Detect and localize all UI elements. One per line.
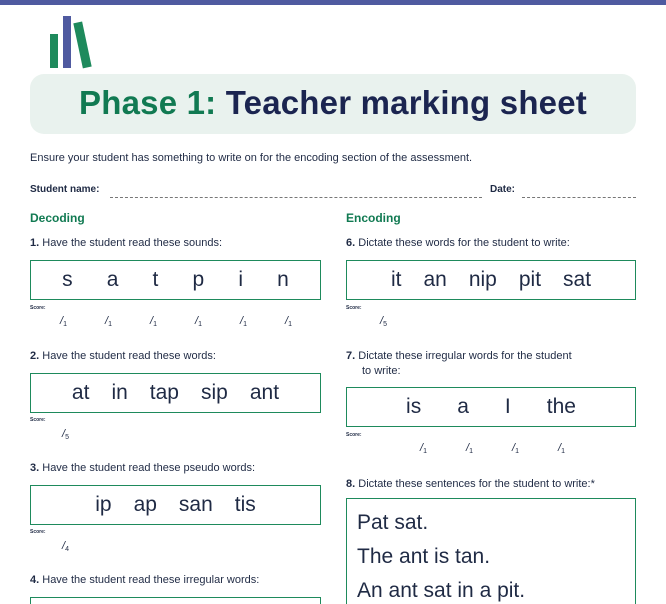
top-accent-bar [0, 0, 666, 5]
word-item: ip [95, 493, 112, 516]
word-item: I [504, 395, 511, 418]
question-4-number: 4. [30, 574, 40, 586]
question-7-text-line2: to write: [362, 365, 401, 377]
word-item: in [111, 381, 128, 404]
student-name-field[interactable] [110, 197, 482, 198]
q7-score-1[interactable]: $/_1$ [420, 442, 427, 455]
question-2-number: 2. [30, 350, 40, 362]
date-label: Date: [490, 184, 516, 195]
question-6 [346, 236, 570, 251]
q3-words [31, 486, 320, 524]
q2-score-label: Score: [30, 417, 46, 423]
word-item: san [178, 493, 213, 516]
question-3 [30, 461, 255, 476]
sentence-item: Pat sat. [357, 511, 429, 534]
word-item: the [546, 395, 576, 418]
q3-score-label: Score: [30, 529, 46, 535]
word-item: sip [201, 381, 228, 404]
question-7-text: Dictate these irregular words for the student [358, 350, 572, 362]
q1-score-2[interactable]: $/_1$ [105, 315, 112, 328]
page-title [30, 84, 636, 122]
q1-score-6[interactable]: $/_1$ [285, 315, 292, 328]
q1-sounds [31, 261, 320, 299]
word-item: it [390, 268, 402, 291]
q2-words-box [30, 373, 321, 413]
question-8-number: 8. [346, 478, 356, 490]
question-6-number: 6. [346, 237, 356, 249]
q1-score-4[interactable]: $/_1$ [195, 315, 202, 328]
word-item: sat [563, 268, 592, 291]
q7-words-box [346, 387, 636, 427]
question-3-number: 3. [30, 462, 40, 474]
word-item: an [423, 268, 447, 291]
date-field[interactable] [522, 197, 636, 198]
word-item: pit [518, 268, 542, 291]
word-item: nip [468, 268, 497, 291]
title-text: Teacher marking sheet [225, 84, 587, 121]
word-item: ap [133, 493, 157, 516]
word-item: tis [234, 493, 256, 516]
question-8-text: Dictate these sentences for the student to write:* [358, 478, 595, 490]
question-1 [30, 236, 222, 251]
word-item: is [406, 395, 422, 418]
sentence-item: The ant is tan. [357, 545, 491, 568]
sound-item: n [277, 268, 289, 291]
sound-item: t [152, 268, 159, 291]
question-1-number: 1. [30, 237, 40, 249]
question-4 [30, 573, 259, 588]
question-7 [346, 349, 572, 379]
q4-words-box [30, 597, 321, 604]
question-3-text: Have the student read these pseudo words: [42, 462, 256, 474]
sound-item: a [106, 268, 119, 291]
sound-item: p [192, 268, 205, 291]
sound-item: i [238, 268, 244, 291]
question-8 [346, 477, 595, 492]
q6-score-label: Score: [346, 305, 362, 311]
q8-sentences-box [346, 498, 636, 604]
decoding-heading: Decoding [30, 211, 85, 225]
word-item: ant [249, 381, 280, 404]
sound-item: s [62, 268, 73, 291]
q7-words [347, 388, 635, 426]
question-4-text: Have the student read these irregular words: [42, 574, 260, 586]
q6-words [347, 261, 635, 299]
intro-text: Ensure your student has something to write on for the encoding section of the assessment. [30, 152, 473, 164]
q2-words [31, 374, 320, 412]
q7-score-4[interactable]: $/_1$ [558, 442, 565, 455]
word-item: a [457, 395, 469, 418]
q1-score-1[interactable]: $/_1$ [60, 315, 67, 328]
title-panel [30, 74, 636, 134]
title-phase: Phase 1: [79, 84, 217, 121]
q7-score-2[interactable]: $/_1$ [466, 442, 473, 455]
q1-score-5[interactable]: $/_1$ [240, 315, 247, 328]
question-6-text: Dictate these words for the student to write: [358, 237, 570, 249]
q1-score-3[interactable]: $/_1$ [150, 315, 157, 328]
q2-score[interactable]: $/_5$ [62, 428, 69, 441]
q1-score-label: Score: [30, 305, 46, 311]
q7-score-label: Score: [346, 432, 362, 438]
q6-score[interactable]: $/_5$ [380, 315, 387, 328]
question-2 [30, 349, 216, 364]
q3-words-box [30, 485, 321, 525]
student-name-label: Student name: [30, 184, 100, 195]
word-item: tap [149, 381, 179, 404]
word-item: at [71, 381, 90, 404]
q6-words-box [346, 260, 636, 300]
books-logo-icon [48, 14, 104, 70]
encoding-heading: Encoding [346, 211, 401, 225]
question-2-text: Have the student read these words: [42, 350, 216, 362]
question-1-text: Have the student read these sounds: [42, 237, 223, 249]
q1-sounds-box [30, 260, 321, 300]
q7-score-3[interactable]: $/_1$ [512, 442, 519, 455]
q3-score[interactable]: $/_4$ [62, 540, 69, 553]
question-7-number: 7. [346, 350, 356, 362]
sentence-item: An ant sat in a pit. [357, 579, 526, 602]
